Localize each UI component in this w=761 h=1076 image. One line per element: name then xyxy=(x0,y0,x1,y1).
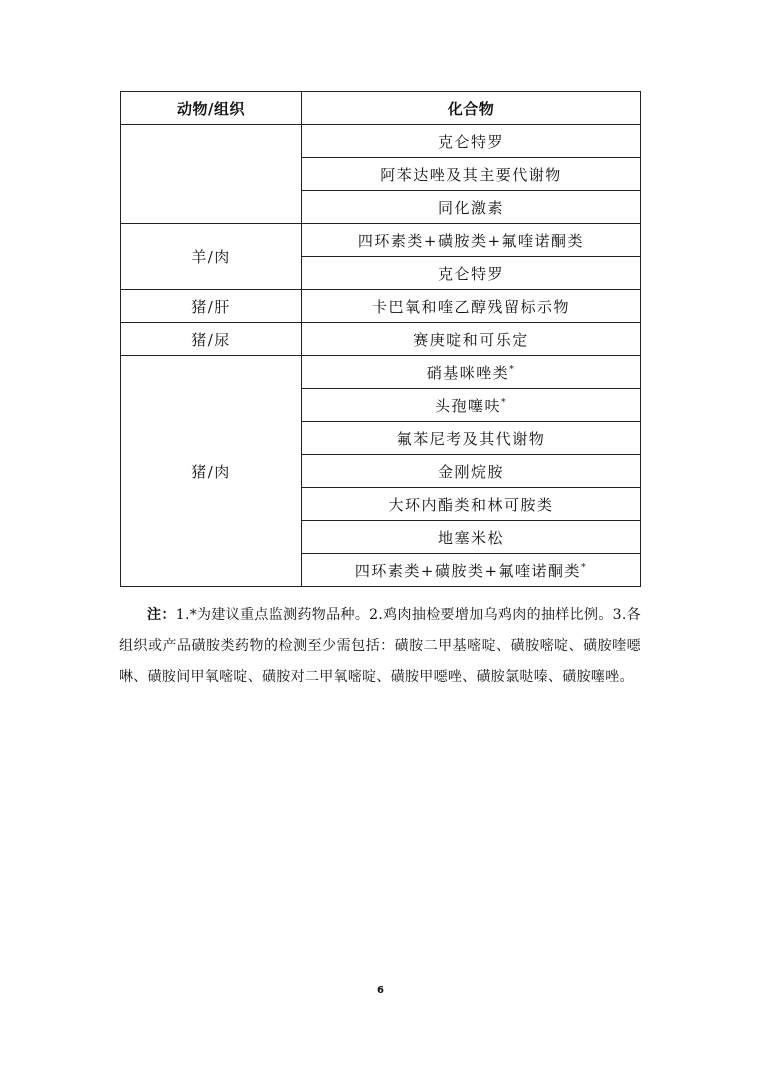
compound-cell: 地塞米松 xyxy=(302,521,641,554)
table-row xyxy=(121,356,641,389)
page-number: 6 xyxy=(377,985,384,996)
animal-cell xyxy=(121,125,302,224)
table-row xyxy=(121,125,641,158)
compound-cell: 大环内酯类和林可胺类 xyxy=(302,488,641,521)
note-label: 注： xyxy=(147,607,176,623)
compound-cell: 阿苯达唑及其主要代谢物 xyxy=(302,158,641,191)
table-row xyxy=(121,224,641,257)
compound-cell: 头孢噻呋* xyxy=(302,389,641,422)
priority-mark: * xyxy=(501,397,507,408)
table-row xyxy=(121,323,641,356)
compound-cell: 同化激素 xyxy=(302,191,641,224)
compound-cell: 四环素类+磺胺类+氟喹诺酮类 xyxy=(302,224,641,257)
compound-cell: 赛庚啶和可乐定 xyxy=(302,323,641,356)
compound-cell: 卡巴氧和喹乙醇残留标示物 xyxy=(302,290,641,323)
animal-cell: 猪/肝 xyxy=(121,290,302,323)
compound-cell: 四环素类+磺胺类+氟喹诺酮类* xyxy=(302,554,641,587)
animal-cell: 猪/肉 xyxy=(121,356,302,587)
compound-cell: 硝基咪唑类* xyxy=(302,356,641,389)
compound-cell: 克仑特罗 xyxy=(302,257,641,290)
priority-mark: * xyxy=(581,562,588,573)
header-compound: 化合物 xyxy=(302,92,641,125)
table-header-row xyxy=(121,92,641,125)
animal-cell: 猪/尿 xyxy=(121,323,302,356)
compound-cell: 金刚烷胺 xyxy=(302,455,641,488)
table-footnote xyxy=(119,600,641,693)
compound-cell: 克仑特罗 xyxy=(302,125,641,158)
drug-monitoring-table xyxy=(120,91,641,587)
table-row xyxy=(121,290,641,323)
priority-mark: * xyxy=(509,364,516,375)
animal-cell: 羊/肉 xyxy=(121,224,302,290)
header-animal-tissue: 动物/组织 xyxy=(121,92,302,125)
compound-cell: 氟苯尼考及其代谢物 xyxy=(302,422,641,455)
note-text: 1.*为建议重点监测药物品种。2.鸡肉抽检要增加乌鸡肉的抽样比例。3.各组织或产品磺胺类药物的检测至少需包括：磺胺二甲基嘧啶、磺胺嘧啶、磺胺喹噁啉、磺胺间甲氧嘧啶、磺胺对二甲氧嘧啶、磺胺甲噁唑、磺胺氯哒嗪、磺胺噻唑。 xyxy=(119,607,641,685)
